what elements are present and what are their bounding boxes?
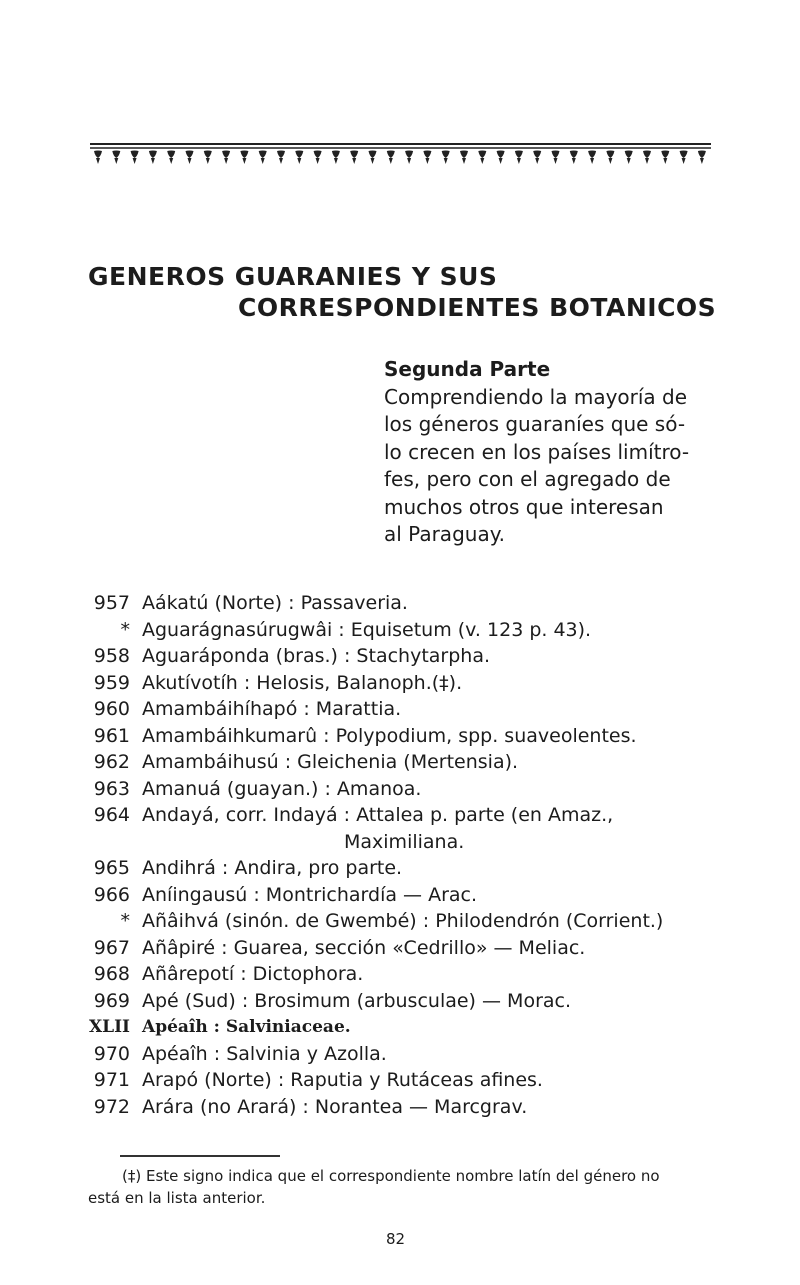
entry-text: Andayá, corr. Indayá : Attalea p. parte (en Amaz., (142, 804, 614, 826)
entry-number: 967 (93, 936, 130, 959)
entry-row (88, 696, 728, 723)
intro-paragraph (384, 356, 724, 549)
ornament-glyph (515, 151, 523, 165)
entry-row (88, 1094, 728, 1121)
intro-line: muchos otros que interesan (384, 494, 664, 519)
ornament-glyph (552, 151, 560, 165)
entry-number: 972 (93, 1095, 130, 1118)
entry-text: Amambáihkumarû : Polypodium, spp. suaveolentes. (142, 724, 637, 747)
entry-text: Apé (Sud) : Brosimum (arbusculae) — Morac. (142, 989, 572, 1012)
entry-row (88, 855, 728, 882)
ornament-glyph (405, 151, 413, 165)
ornament-glyph (625, 151, 633, 165)
entry-row (88, 617, 728, 644)
entry-text: Añâihvá (sinón. de Gwembé) : Philodendrón (Corrient.) (142, 910, 664, 932)
entry-row (88, 802, 728, 829)
page-number: 82 (386, 1230, 406, 1248)
entry-row (88, 1041, 728, 1068)
entry-row (88, 643, 728, 670)
ornament-glyph (350, 151, 358, 165)
entry-number: 971 (93, 1069, 130, 1091)
ornament-border (88, 142, 713, 172)
entry-text: Aníingausú : Montrichardía — Arac. (142, 883, 478, 906)
ornament-glyph (369, 151, 377, 165)
ornament-glyph (661, 151, 669, 165)
footnote-rule (120, 1155, 280, 1157)
intro-line: al Paraguay. (384, 522, 506, 546)
entry-row (88, 749, 728, 776)
ornament-glyph (533, 151, 541, 165)
entry-text: Arapó (Norte) : Raputia y Rutáceas afines. (142, 1069, 543, 1091)
intro-line: fes, pero con el agregado de (384, 467, 671, 491)
ornament-glyph (497, 151, 505, 165)
entry-row (88, 723, 728, 750)
entry-text: Andihrá : Andira, pro parte. (142, 857, 403, 879)
entry-row (88, 829, 728, 856)
entry-number: 969 (93, 989, 130, 1012)
ornament-glyph (204, 151, 212, 165)
ornament-glyph (94, 151, 102, 165)
entry-row (88, 935, 728, 962)
ornament-glyph (680, 151, 688, 165)
entry-number: 958 (93, 645, 130, 667)
footnote-line-1: (‡) Este signo indica que el correspondiente nombre latín del género no (122, 1167, 660, 1185)
ornament-glyph (259, 151, 267, 165)
page-title-line-2: CORRESPONDIENTES BOTANICOS (238, 293, 717, 322)
footnote-line-2: está en la lista anterior. (88, 1189, 266, 1207)
entry-row (88, 590, 728, 617)
ornament-glyph (240, 151, 248, 165)
entry-row (88, 961, 728, 988)
entry-row (88, 908, 728, 935)
entry-row (88, 1067, 728, 1094)
entry-text: Amambáihusú : Gleichenia (Mertensia). (142, 751, 519, 773)
intro-line: lo crecen en los países limítro- (384, 439, 690, 464)
footnote (88, 1165, 728, 1209)
entry-text: Aguarágnasúrugwâi : Equisetum (v. 123 p. 43). (142, 618, 592, 641)
ornament-glyph (588, 151, 596, 165)
entry-number: 965 (93, 857, 130, 879)
page-title-line-1: GENEROS GUARANIES Y SUS (88, 262, 498, 291)
entry-text: Aákatú (Norte) : Passaveria. (142, 592, 408, 614)
entry-number: 966 (93, 883, 130, 906)
entry-number: XLII (88, 1017, 130, 1037)
entry-row (88, 776, 728, 803)
ornament-glyph (314, 151, 322, 165)
intro-line: los géneros guaraníes que só- (384, 412, 686, 436)
ornament-glyph (167, 151, 175, 165)
ornament-glyph (186, 151, 194, 165)
entry-row (88, 988, 728, 1015)
entry-number: 961 (93, 724, 130, 747)
entry-text: Amambáihíhapó : Marattia. (142, 698, 402, 720)
ornament-glyph (131, 151, 139, 165)
intro-subtitle: Segunda Parte (384, 357, 551, 381)
entry-text: Añârepotí : Dictophora. (142, 963, 364, 985)
entry-text: Amanuá (guayan.) : Amanoa. (142, 777, 422, 800)
entry-text: Arára (no Arará) : Norantea — Marcgrav. (142, 1095, 528, 1118)
ornament-glyph (295, 151, 303, 165)
ornament-glyph (442, 151, 450, 165)
ornament-glyph (112, 151, 120, 165)
entry-number: 964 (93, 804, 130, 826)
entry-list (88, 590, 728, 1120)
entry-text: Añâpiré : Guarea, sección «Cedrillo» — Meliac. (142, 936, 586, 959)
entry-number: 960 (93, 698, 130, 720)
entry-number: 963 (93, 777, 130, 800)
ornament-glyph (698, 151, 706, 165)
entry-number: 957 (93, 592, 130, 614)
entry-number: 962 (93, 751, 130, 773)
ornament-glyph (277, 151, 285, 165)
entry-row (88, 670, 728, 697)
entry-number: * (120, 910, 130, 932)
ornament-glyph (478, 151, 486, 165)
ornament-glyph (460, 151, 468, 165)
ornament-glyph (332, 151, 340, 165)
entry-number: 968 (93, 963, 130, 985)
ornament-glyph (606, 151, 614, 165)
entry-number: 959 (93, 671, 130, 694)
ornament-glyph (570, 151, 578, 165)
entry-text: Apéaîh : Salvinia y Azolla. (142, 1042, 387, 1065)
entry-text: Aguaráponda (bras.) : Stachytarpha. (142, 645, 491, 667)
ornament-glyph (643, 151, 651, 165)
ornament-glyph (222, 151, 230, 165)
entry-text: Maximiliana. (344, 830, 465, 853)
entry-number: * (120, 618, 130, 641)
ornament-glyph (387, 151, 395, 165)
ornament-glyph (149, 151, 157, 165)
section-heading (88, 1014, 728, 1041)
entry-number: 970 (93, 1042, 130, 1065)
intro-line: Comprendiendo la mayoría de (384, 384, 688, 409)
entry-text: Akutívotíh : Helosis, Balanoph.(‡). (142, 671, 463, 694)
entry-row (88, 882, 728, 909)
ornament-glyph (423, 151, 431, 165)
entry-text: Apéaîh : Salviniaceae. (142, 1017, 351, 1037)
